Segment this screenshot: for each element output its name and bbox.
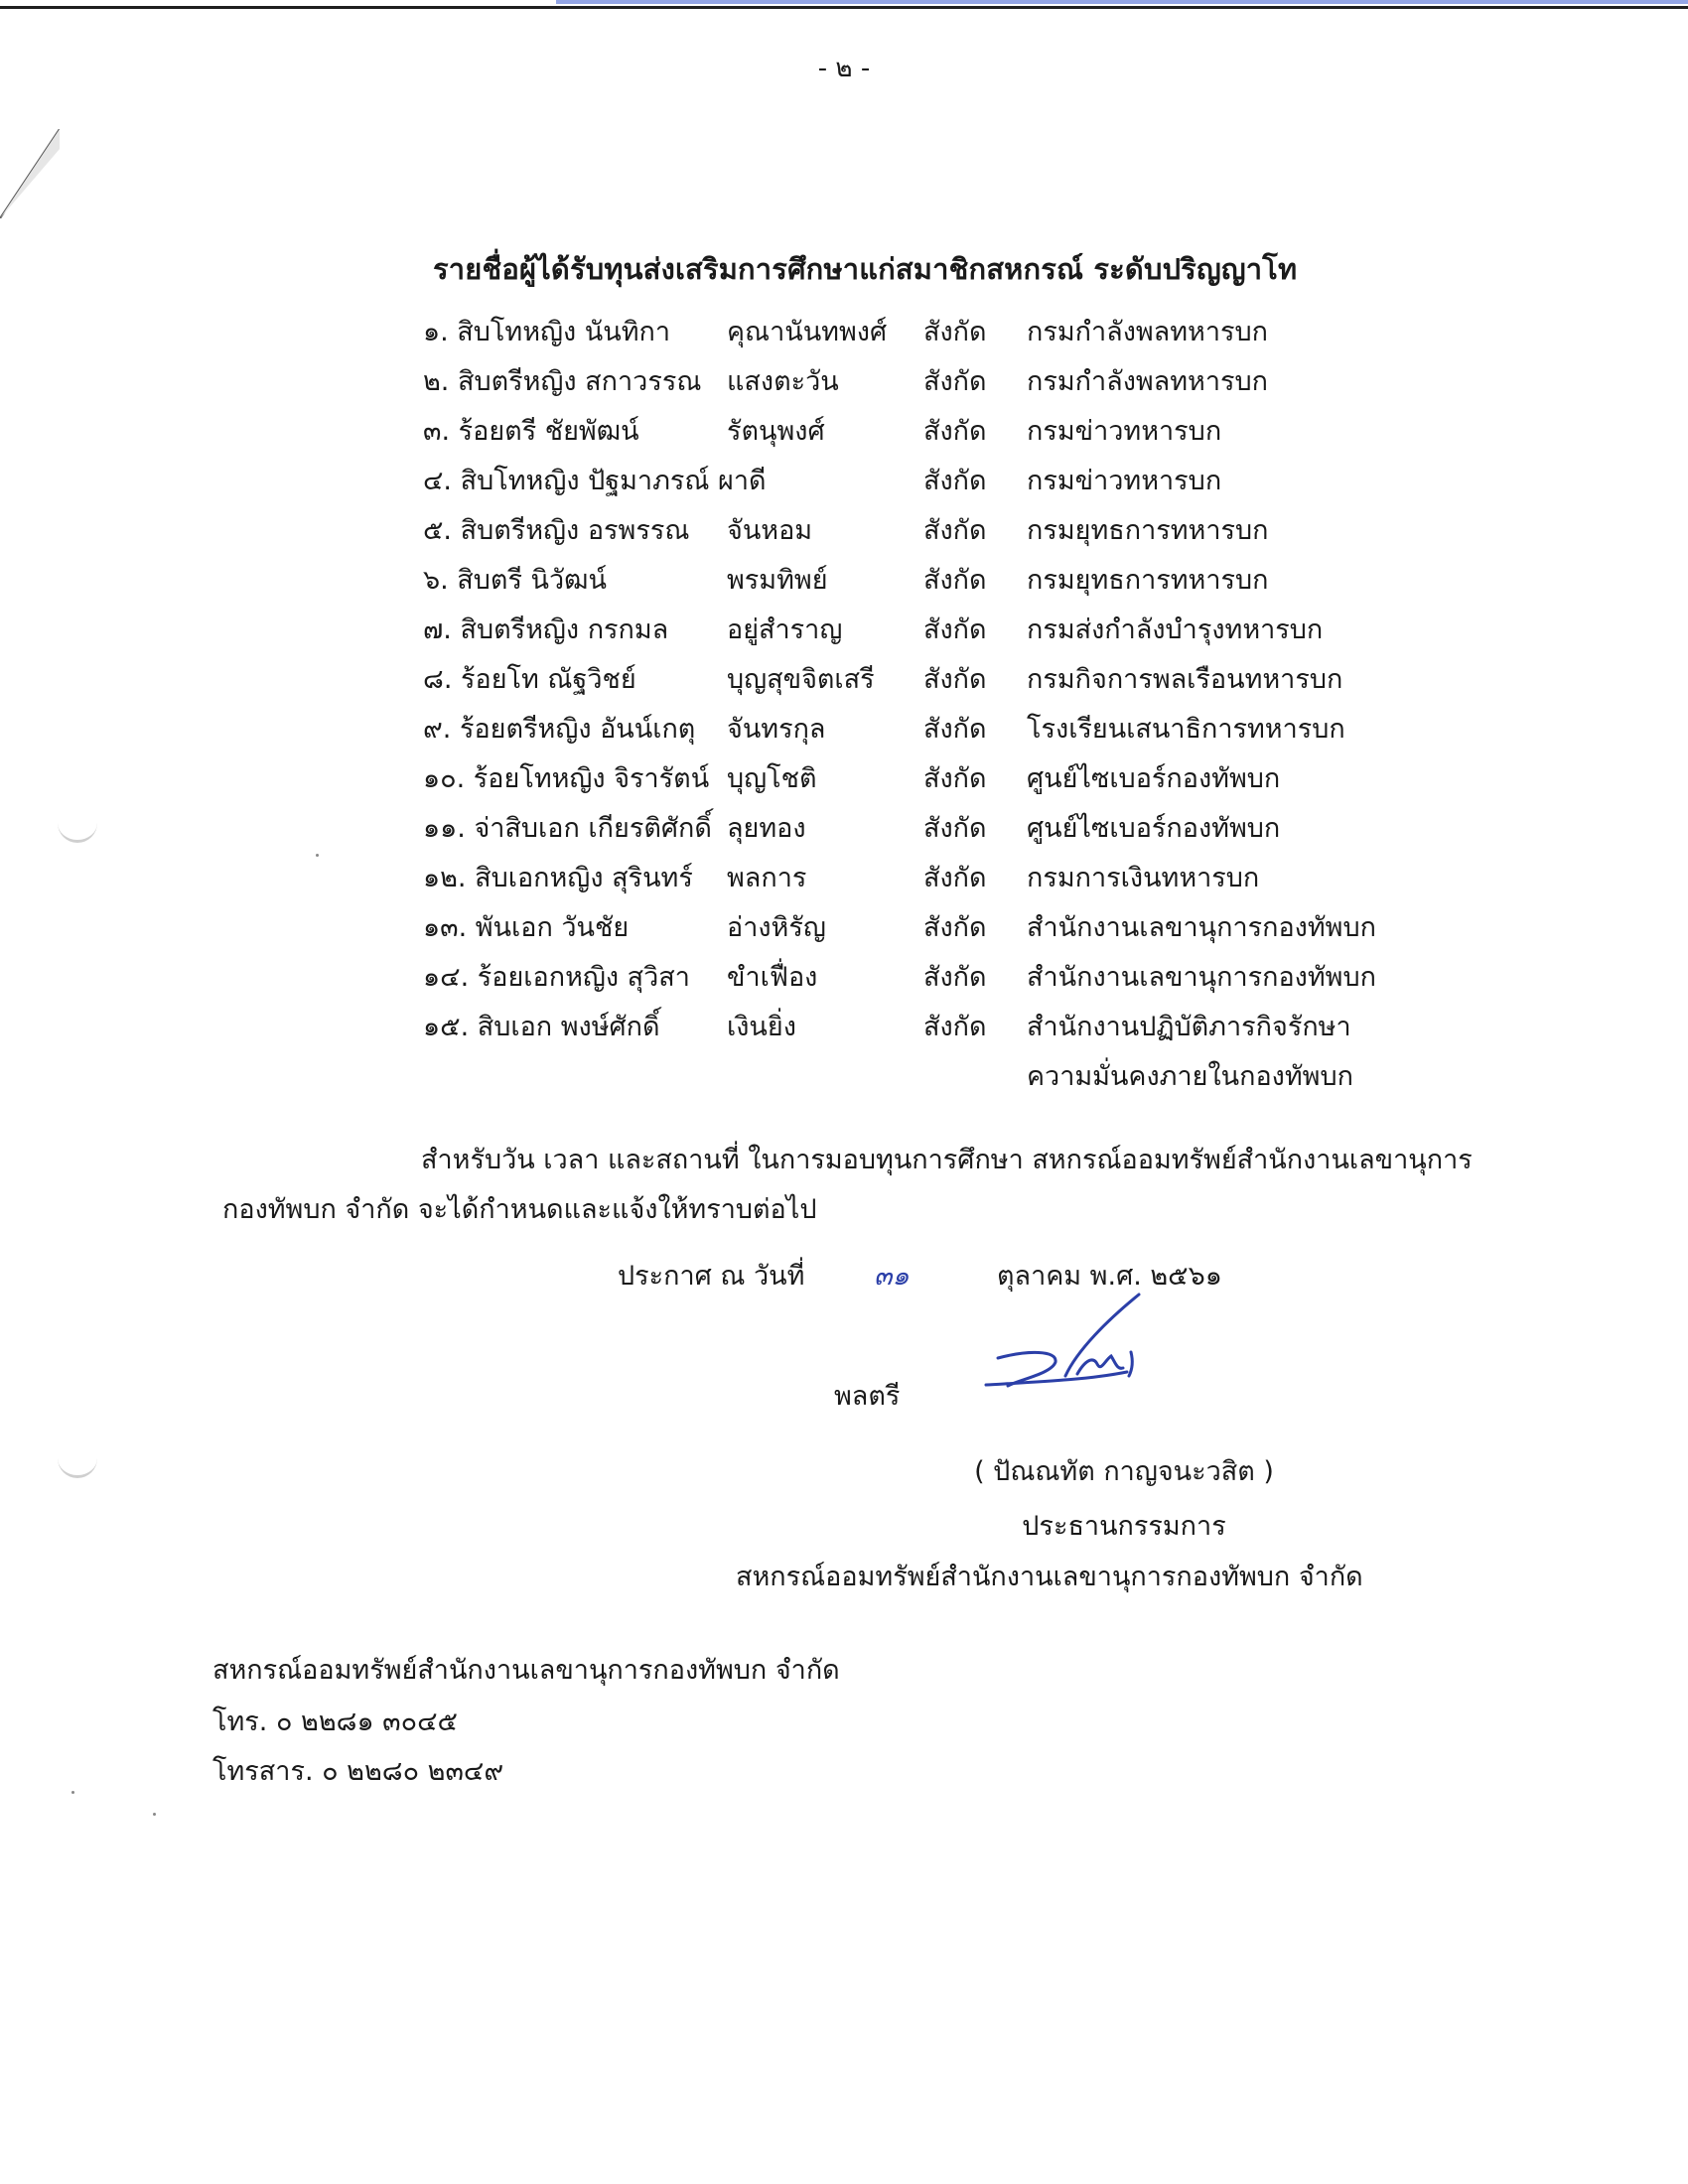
- affiliation-label: สังกัด: [923, 813, 987, 844]
- recipient-unit: กรมยุทธการทหารบก: [1027, 515, 1269, 546]
- recipient-surname: คุณานันทพงศ์: [727, 317, 888, 347]
- recipient-surname: บุญสุขจิตเสรี: [727, 664, 875, 695]
- affiliation-label: สังกัด: [923, 962, 987, 993]
- folded-corner-mark: [0, 129, 60, 218]
- recipient-row: [0, 606, 1688, 655]
- recipient-row: [0, 407, 1688, 457]
- affiliation-label: สังกัด: [923, 664, 987, 695]
- recipient-surname: รัตนุพงศ์: [727, 416, 825, 447]
- punch-hole-mark: [58, 1449, 97, 1478]
- document-title: รายชื่อผู้ได้รับทุนส่งเสริมการศึกษาแก่สมาชิกสหกรณ์ ระดับปริญญาโท: [433, 252, 1298, 286]
- recipient-row: [0, 854, 1688, 903]
- recipient-surname: ขำเฟื่อง: [727, 962, 818, 993]
- handwritten-signature: [978, 1291, 1196, 1410]
- recipient-row: [0, 655, 1688, 705]
- signer-position: ประธานกรรมการ: [1022, 1511, 1226, 1542]
- signer-rank: พลตรี: [834, 1381, 901, 1412]
- scan-top-edge-blue: [556, 0, 1688, 4]
- recipient-name: ๑. สิบโทหญิง นันทิกา: [423, 317, 671, 347]
- recipient-unit: กรมกิจการพลเรือนทหารบก: [1027, 664, 1343, 695]
- signer-name: ( ปัณณทัต กาญจนะวสิต ): [974, 1456, 1274, 1487]
- recipient-unit: กรมกำลังพลทหารบก: [1027, 317, 1268, 347]
- footer-fax: โทรสาร. ๐ ๒๒๘๐ ๒๓๔๙: [212, 1756, 504, 1787]
- affiliation-label: สังกัด: [923, 466, 987, 496]
- footer-organization: สหกรณ์ออมทรัพย์สำนักงานเลขานุการกองทัพบก จำกัด: [212, 1655, 840, 1686]
- affiliation-label: สังกัด: [923, 515, 987, 546]
- announcement-date: [0, 1254, 1688, 1294]
- recipient-row: [0, 506, 1688, 556]
- affiliation-label: สังกัด: [923, 565, 987, 596]
- recipient-row: [0, 953, 1688, 1003]
- recipient-unit: กรมการเงินทหารบก: [1027, 863, 1260, 893]
- recipient-unit: สำนักงานปฏิบัติภารกิจรักษา: [1027, 1012, 1351, 1042]
- recipient-unit: กรมกำลังพลทหารบก: [1027, 366, 1268, 397]
- recipient-surname: อยู่สำราญ: [727, 614, 843, 645]
- note-paragraph: สำหรับวัน เวลา และสถานที่ ในการมอบทุนการศึกษา สหกรณ์ออมทรัพย์สำนักงานเลขานุการ: [421, 1145, 1473, 1175]
- recipient-name: ๑๐. ร้อยโทหญิง จิรารัตน์: [423, 763, 710, 794]
- recipient-name: ๗. สิบตรีหญิง กรกมล: [423, 614, 669, 645]
- recipient-unit: สำนักงานเลขานุการกองทัพบก: [1027, 912, 1376, 943]
- scan-speck: [153, 1813, 156, 1816]
- recipient-name: ๑๔. ร้อยเอกหญิง สุวิสา: [423, 962, 690, 993]
- affiliation-label: สังกัด: [923, 863, 987, 893]
- announce-label: ประกาศ ณ วันที่: [618, 1261, 805, 1292]
- recipient-unit: กรมข่าวทหารบก: [1027, 416, 1222, 447]
- recipient-surname: อ่างหิรัญ: [727, 912, 826, 943]
- recipient-unit: โรงเรียนเสนาธิการทหารบก: [1027, 714, 1345, 745]
- recipient-name: ๑๕. สิบเอก พงษ์ศักดิ์: [423, 1012, 660, 1042]
- recipient-surname: เงินยิ่ง: [727, 1012, 796, 1042]
- recipient-surname: จันหอม: [727, 515, 813, 546]
- announce-day-handwritten: ๓๑: [874, 1261, 910, 1292]
- recipient-row: [0, 357, 1688, 407]
- affiliation-label: สังกัด: [923, 912, 987, 943]
- recipient-unit: ความมั่นคงภายในกองทัพบก: [1027, 1061, 1353, 1092]
- affiliation-label: สังกัด: [923, 416, 987, 447]
- recipient-surname: จันทรกุล: [727, 714, 826, 745]
- recipient-row: [0, 903, 1688, 953]
- recipient-row: [0, 308, 1688, 357]
- recipient-surname: บุญโชติ: [727, 763, 817, 794]
- recipient-name: ๙. ร้อยตรีหญิง อันน์เกตุ: [423, 714, 696, 745]
- recipient-row: [0, 705, 1688, 754]
- recipient-name: ๔. สิบโทหญิง ปัฐมาภรณ์ ผาดี: [423, 466, 767, 496]
- affiliation-label: สังกัด: [923, 1012, 987, 1042]
- footer-phone: โทร. ๐ ๒๒๘๑ ๓๐๔๕: [212, 1706, 458, 1737]
- recipient-unit: กรมส่งกำลังบำรุงทหารบก: [1027, 614, 1324, 645]
- scan-top-edge: [0, 6, 1688, 9]
- page-number: - ๒ -: [817, 54, 871, 83]
- recipient-name: ๕. สิบตรีหญิง อรพรรณ: [423, 515, 690, 546]
- recipient-name: ๑๓. พันเอก วันชัย: [423, 912, 630, 943]
- recipient-name: ๓. ร้อยตรี ชัยพัฒน์: [423, 416, 639, 447]
- signer-organization: สหกรณ์ออมทรัพย์สำนักงานเลขานุการกองทัพบก จำกัด: [736, 1562, 1363, 1592]
- recipient-row: [0, 1003, 1688, 1052]
- note-paragraph-continued: กองทัพบก จำกัด จะได้กำหนดและแจ้งให้ทราบต่อไป: [222, 1194, 817, 1225]
- recipient-row: [0, 457, 1688, 506]
- recipient-unit: กรมยุทธการทหารบก: [1027, 565, 1269, 596]
- recipient-row: [0, 754, 1688, 804]
- recipient-name: ๖. สิบตรี นิวัฒน์: [423, 565, 608, 596]
- recipient-name: ๘. ร้อยโท ณัฐวิชย์: [423, 664, 636, 695]
- affiliation-label: สังกัด: [923, 614, 987, 645]
- recipient-row: [0, 804, 1688, 854]
- affiliation-label: สังกัด: [923, 763, 987, 794]
- recipient-name: ๑๒. สิบเอกหญิง สุรินทร์: [423, 863, 693, 893]
- affiliation-label: สังกัด: [923, 317, 987, 347]
- affiliation-label: สังกัด: [923, 366, 987, 397]
- recipient-surname: ลุยทอง: [727, 813, 806, 844]
- recipient-unit: ศูนย์ไซเบอร์กองทัพบก: [1027, 763, 1281, 794]
- recipient-row-continuation: [0, 1052, 1688, 1102]
- recipient-unit: ศูนย์ไซเบอร์กองทัพบก: [1027, 813, 1281, 844]
- scan-speck: [71, 1791, 74, 1794]
- recipient-surname: พรมทิพย์: [727, 565, 828, 596]
- affiliation-label: สังกัด: [923, 714, 987, 745]
- recipient-surname: พลการ: [727, 863, 807, 893]
- recipient-unit: สำนักงานเลขานุการกองทัพบก: [1027, 962, 1376, 993]
- recipient-unit: กรมข่าวทหารบก: [1027, 466, 1222, 496]
- announce-month-year: ตุลาคม พ.ศ. ๒๕๖๑: [997, 1261, 1222, 1292]
- recipient-name: ๒. สิบตรีหญิง สกาวรรณ: [423, 366, 702, 397]
- recipient-row: [0, 556, 1688, 606]
- recipient-name: ๑๑. จ่าสิบเอก เกียรติศักดิ์: [423, 813, 712, 844]
- recipient-surname: แสงตะวัน: [727, 366, 839, 397]
